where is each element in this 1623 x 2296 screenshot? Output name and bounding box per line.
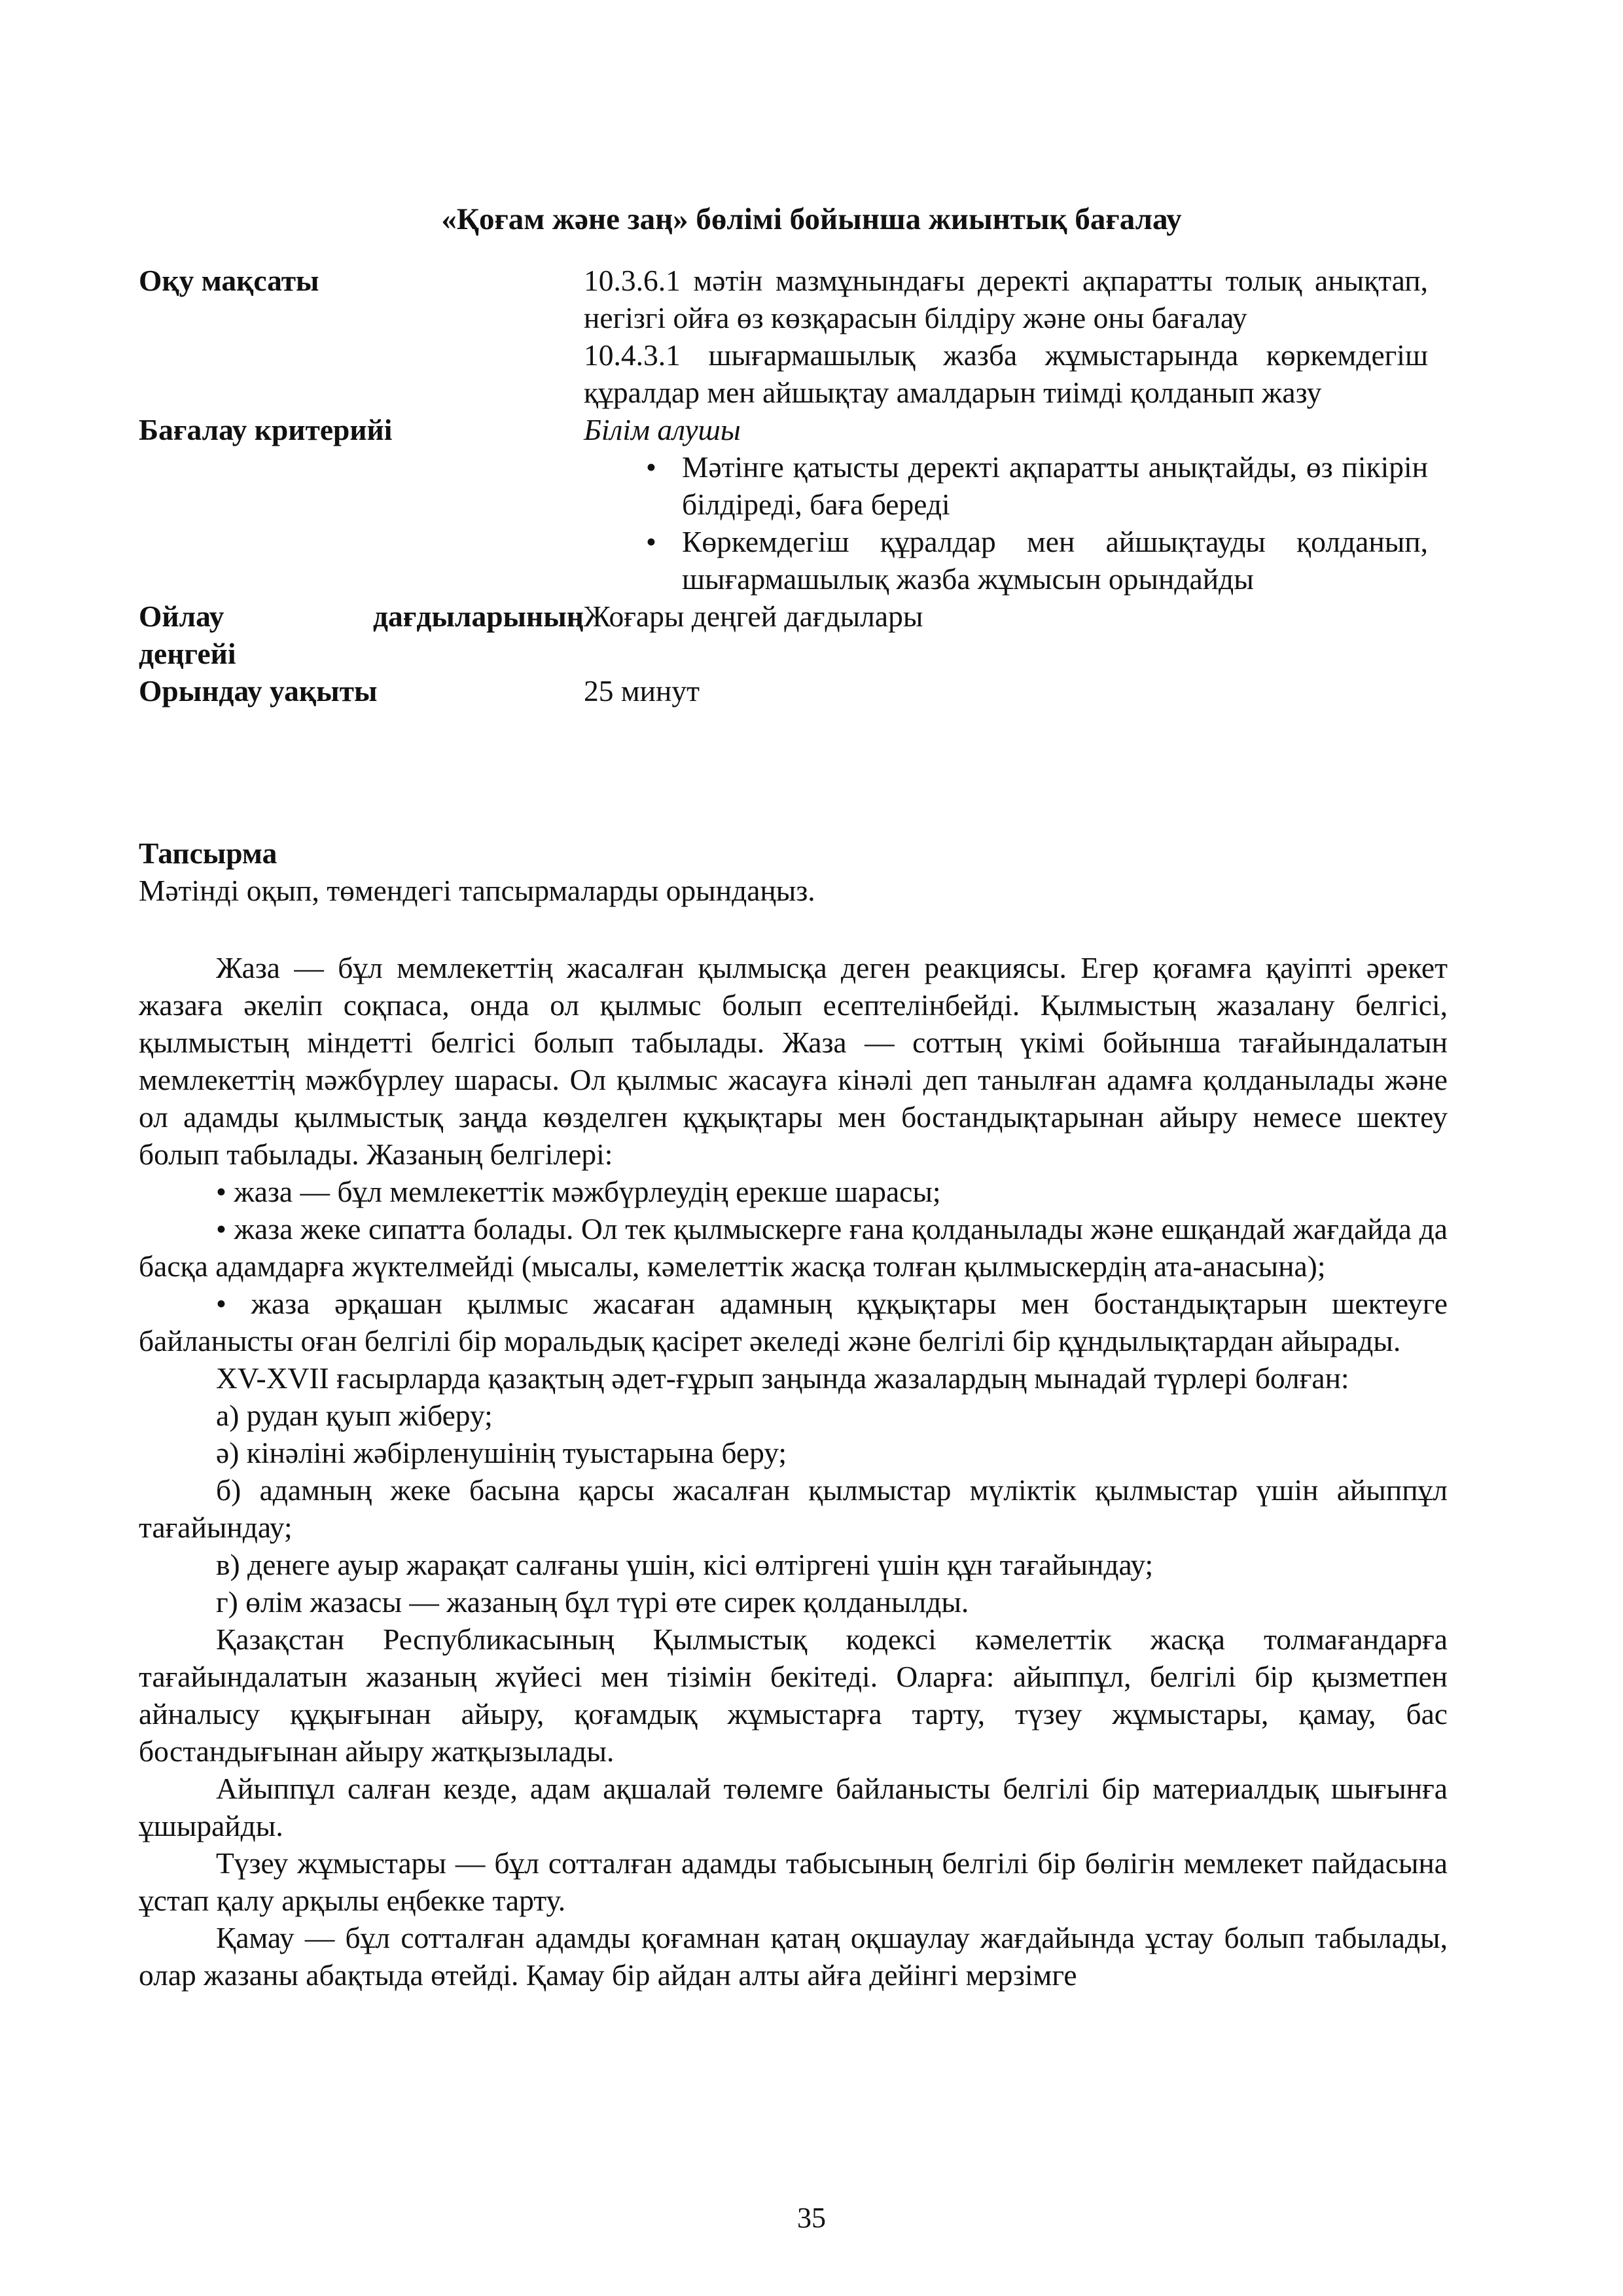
bullet-paragraph: • жаза әрқашан қылмыс жасаған адамның құқықтары мен бостандықтарын шектеуге байланысты оған белгілі бір моральдық қасірет әкеледі және белгілі бір құндылықтардан айырады.: [139, 1287, 1448, 1357]
time-value: 25 минут: [584, 674, 700, 708]
goal-1: 10.3.6.1 мәтін мазмұнындағы деректі ақпаратты толық анықтап, негізгі ойға өз көзқарасын білдіру және оны бағалау: [584, 264, 1428, 334]
task-instruction: Мәтінді оқып, төмендегі тапсырмаларды орындаңыз.: [139, 874, 815, 907]
bullet-paragraph: • жаза — бұл мемлекеттік мәжбүрлеудің ерекше шарасы;: [216, 1175, 941, 1208]
list-item: г) өлім жазасы — жазаның бұл түрі өте сирек қолданылды.: [216, 1585, 969, 1619]
skill-row: [139, 598, 1448, 672]
bullet-icon: •: [646, 450, 656, 484]
bullet-icon: •: [216, 1287, 251, 1320]
page-number: 35: [797, 2202, 826, 2234]
paragraph: Айыппұл салған кезде, адам ақшалай төлемге байланысты белгілі бір материалдық шығынға ұшырайды.: [139, 1772, 1448, 1842]
assessment-meta-table: [139, 262, 1448, 709]
criteria-label: Бағалау критерийі: [139, 413, 393, 446]
time-label: Орындау уақыты: [139, 674, 378, 708]
goal-label: Оқу мақсаты: [139, 264, 319, 297]
paragraph: Түзеу жұмыстары — бұл сотталған адамды табысының белгілі бір бөлігін мемлекет пайдасына ұстап қалу арқылы еңбекке тарту.: [139, 1846, 1448, 1917]
list-item: б) адамның жеке басына қарсы жасалған қылмыстар мүліктік қылмыстар үшін айыппұл тағайындау;: [139, 1473, 1448, 1544]
task-section: [139, 834, 1448, 909]
criteria-item: • Мәтінге қатысты деректі ақпаратты анықтайды, өз пікірін білдіреді, баға береді: [584, 448, 1428, 523]
criteria-intro: Білім алушы: [584, 413, 741, 446]
criteria-list: [584, 448, 1428, 598]
paragraph: Қазақстан Республикасының Қылмыстық кодексі кәмелеттік жасқа толмағандарға тағайындалатын жазаның жүйесі мен тізімін бекітеді. Оларға: айыппұл, белгілі бір қызметпен айналысу құқығынан айыру, қоғамдық жұмыстарға тарту, түзеу жұмыстары, қамау, бас бостандығынан айыру жатқызылады.: [139, 1623, 1448, 1768]
paragraph: XV-XVII ғасырларда қазақтың әдет-ғұрып заңында жазалардың мынадай түрлері болған:: [216, 1361, 1349, 1395]
paragraph: Жаза — бұл мемлекеттің жасалған қылмысқа деген реакциясы. Егер қоғамға қауіпті әрекет жазаға әкеліп соқпаса, онда ол қылмыс болып есептелінбейді. Қылмыстың жазалану белгісі, қылмыстың міндетті белгісі болып табылады. Жаза — соттың үкімі бойынша тағайындалатын мемлекеттің мәжбүрлеу шарасы. Ол қылмыс жасауға кінәлі деп танылған адамға қолданылады және ол адамды қылмыстық заңда көзделген құқықтары мен бостандықтарынан айыру немесе шектеу болып табылады. Жазаның белгілері:: [139, 951, 1448, 1171]
time-row: [139, 672, 1448, 709]
bullet-paragraph: • жаза жеке сипатта болады. Ол тек қылмыскерге ғана қолданылады және ешқандай жағдайда да басқа адамдарға жүктелмейді (мысалы, кәмелеттік жасқа толған қылмыскердің ата-анасына);: [139, 1212, 1448, 1283]
page-title: «Қоғам және заң» бөлімі бойынша жиынтық бағалау: [441, 202, 1182, 236]
goal-2: 10.4.3.1 шығармашылық жазба жұмыстарында көркемдегіш құралдар мен айшықтау амалдарын тиімді қолданып жазу: [584, 338, 1428, 409]
criteria-row: [139, 411, 1448, 598]
bullet-icon: •: [216, 1175, 234, 1208]
criteria-item: • Көркемдегіш құралдар мен айшықтауды қолданып, шығармашылық жазба жұмысын орындайды: [584, 523, 1428, 598]
goal-values: [584, 262, 1428, 411]
criteria-values: [584, 411, 1428, 598]
list-item: ә) кінәліні жәбірленушінің туыстарына беру;: [216, 1436, 787, 1469]
goal-row: [139, 262, 1448, 411]
bullet-icon: •: [646, 525, 656, 558]
list-item: в) денеге ауыр жарақат салғаны үшін, кісі өлтіргені үшін құн тағайындау;: [216, 1548, 1154, 1581]
reading-text: [139, 949, 1448, 1994]
list-item: а) рудан қуып жіберу;: [216, 1399, 493, 1432]
task-heading: Тапсырма: [139, 836, 277, 870]
bullet-icon: •: [216, 1212, 234, 1246]
paragraph: Қамау — бұл сотталған адамды қоғамнан қатаң оқшаулау жағдайында ұстау болып табылады, олар жазаны абақтыда өтейді. Қамау бір айдан алты айға дейінгі мерзімге: [139, 1921, 1448, 1992]
skill-value: Жоғары деңгей дағдылары: [584, 600, 923, 633]
skill-label: Ойлау дағдыларының деңгейі: [139, 600, 584, 670]
